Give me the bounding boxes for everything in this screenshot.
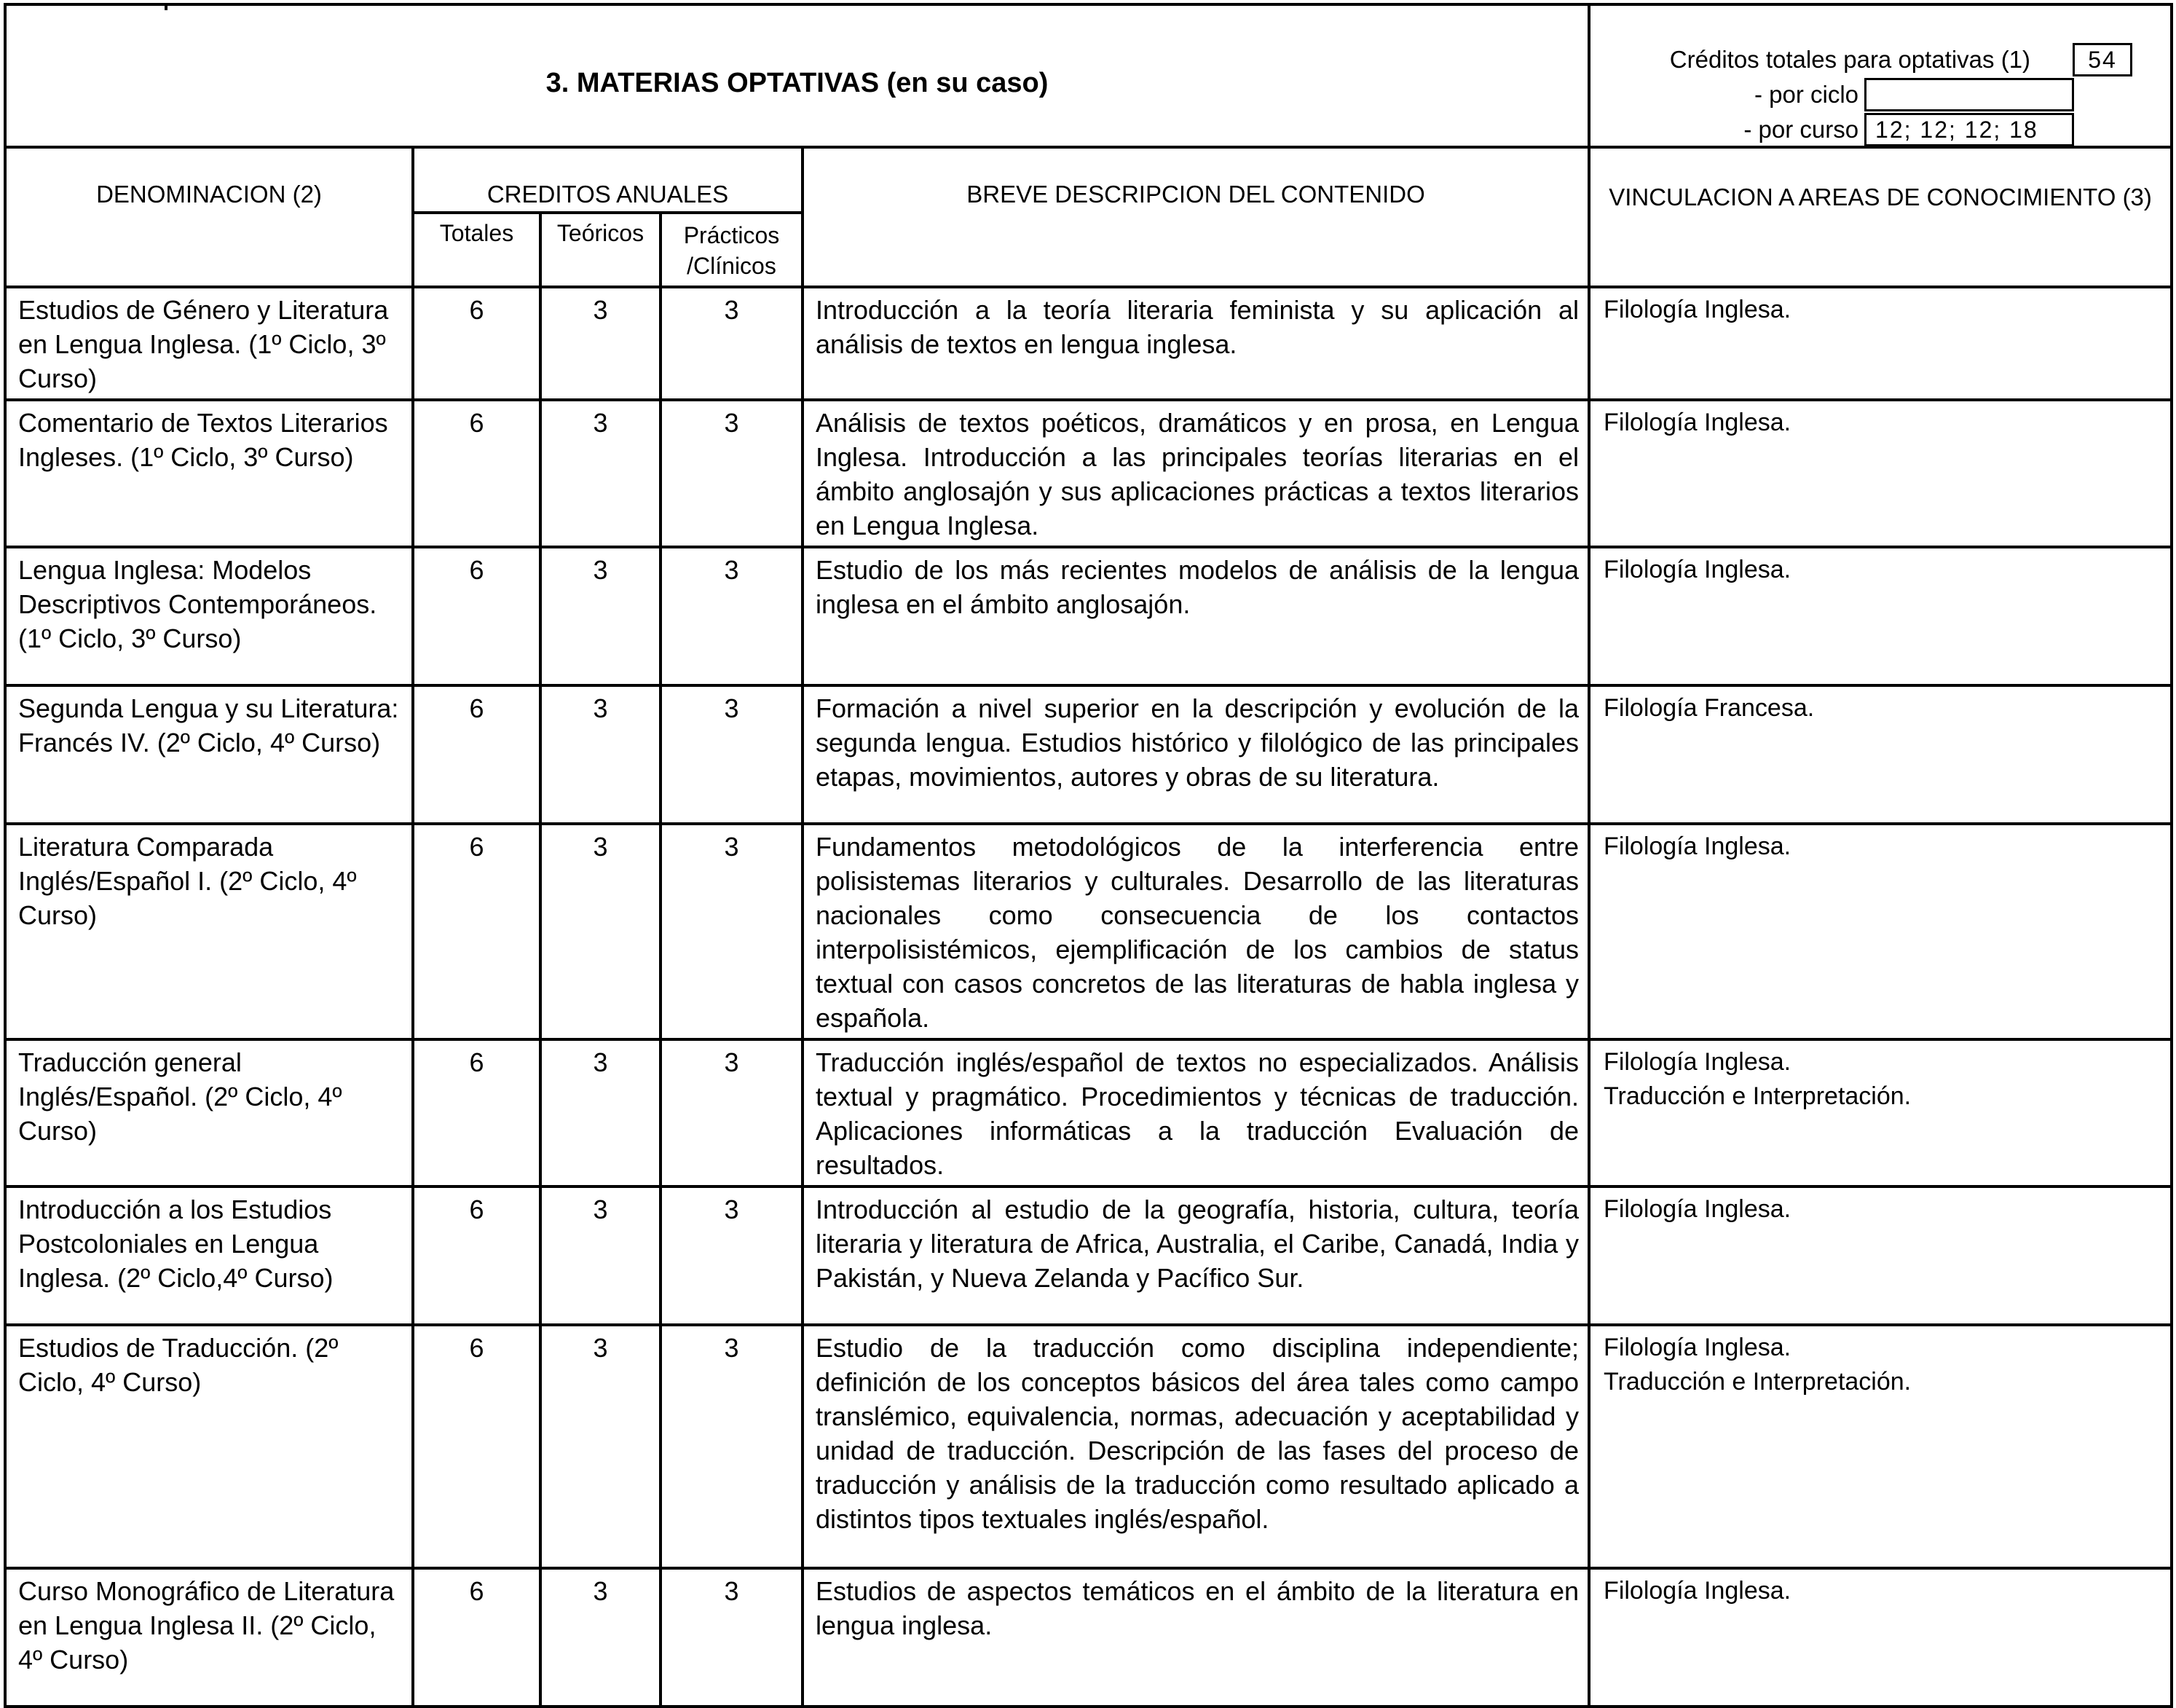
- col-practicos: Prácticos /Clínicos: [661, 213, 803, 287]
- descripcion-cell: Fundamentos metodológicos de la interferencia entre polisistemas literarios y culturales. Desarrollo de las literaturas nacionales como consecuencia de los contactos interpolisistémicos, ejemplificación de los cambios de status textual con casos concretos de las literaturas de habla inglesa y española.: [803, 824, 1589, 1039]
- totales-cell: 6: [413, 824, 540, 1039]
- header-row: [5, 4, 2172, 147]
- credits-box: [1670, 42, 2132, 147]
- credits-ciclo-value: [1864, 78, 2074, 111]
- optativas-table: [4, 3, 2173, 1708]
- credits-curso-row: [1670, 112, 2074, 147]
- col-teoricos: Teóricos: [540, 213, 661, 287]
- area-cell: Filología Inglesa.: [1589, 287, 2172, 400]
- area-cell: Filología Inglesa.: [1589, 400, 2172, 547]
- table-row: [5, 1186, 2172, 1325]
- totales-cell: 6: [413, 400, 540, 547]
- denominacion-cell: Segunda Lengua y su Literatura: Francés IV. (2º Ciclo, 4º Curso): [5, 685, 413, 824]
- practicos-cell: 3: [661, 1186, 803, 1325]
- credits-ciclo-label: - por ciclo: [1754, 81, 1859, 108]
- area-cell: Filología Inglesa. Traducción e Interpretación.: [1589, 1039, 2172, 1186]
- table-row: [5, 547, 2172, 685]
- table-row: [5, 824, 2172, 1039]
- credits-ciclo-row: [1670, 77, 2074, 112]
- practicos-cell: 3: [661, 547, 803, 685]
- denominacion-cell: Traducción general Inglés/Español. (2º Ciclo, 4º Curso): [5, 1039, 413, 1186]
- practicos-cell: 3: [661, 824, 803, 1039]
- teoricos-cell: 3: [540, 547, 661, 685]
- denominacion-cell: Introducción a los Estudios Postcoloniales en Lengua Inglesa. (2º Ciclo,4º Curso): [5, 1186, 413, 1325]
- area-cell: Filología Inglesa.: [1589, 1568, 2172, 1707]
- column-header-row: [5, 147, 2172, 213]
- area-cell: Filología Inglesa.: [1589, 824, 2172, 1039]
- descripcion-cell: Estudio de los más recientes modelos de análisis de la lengua inglesa en el ámbito anglosajón.: [803, 547, 1589, 685]
- teoricos-cell: 3: [540, 287, 661, 400]
- table-row: [5, 1325, 2172, 1568]
- descripcion-cell: Análisis de textos poéticos, dramáticos y en prosa, en Lengua Inglesa. Introducción a las principales teorías literarias en el ámbito anglosajón y sus aplicaciones prácticas a textos literarios en Lengua Inglesa.: [803, 400, 1589, 547]
- area-cell: Filología Inglesa.: [1589, 1186, 2172, 1325]
- denominacion-cell: Comentario de Textos Literarios Ingleses. (1º Ciclo, 3º Curso): [5, 400, 413, 547]
- descripcion-cell: Estudio de la traducción como disciplina independiente; definición de los conceptos básicos del área tales como campo translémico, equivalencia, normas, adecuación y aceptabilidad y unidad de traducción. Descripción de las fases del proceso de traducción y análisis de la traducción como resultado aplicado a distintos tipos textuales inglés/español.: [803, 1325, 1589, 1568]
- credits-total-label: Créditos totales para optativas (1): [1669, 46, 2031, 73]
- teoricos-cell: 3: [540, 400, 661, 547]
- col-vinculacion: VINCULACION A AREAS DE CONOCIMIENTO (3): [1589, 147, 2172, 287]
- totales-cell: 6: [413, 1568, 540, 1707]
- descripcion-cell: Introducción a la teoría literaria feminista y su aplicación al análisis de textos en lengua inglesa.: [803, 287, 1589, 400]
- teoricos-cell: 3: [540, 1568, 661, 1707]
- area-cell: Filología Inglesa. Traducción e Interpretación.: [1589, 1325, 2172, 1568]
- teoricos-cell: 3: [540, 685, 661, 824]
- practicos-cell: 3: [661, 1568, 803, 1707]
- practicos-cell: 3: [661, 400, 803, 547]
- col-totales: Totales: [413, 213, 540, 287]
- section-title: 3. MATERIAS OPTATIVAS (en su caso): [5, 4, 1589, 147]
- table-row: [5, 400, 2172, 547]
- descripcion-cell: Introducción al estudio de la geografía, historia, cultura, teoría literaria y literatura de Africa, Australia, el Caribe, Canadá, India y Pakistán, y Nueva Zelanda y Pacífico Sur.: [803, 1186, 1589, 1325]
- totales-cell: 6: [413, 547, 540, 685]
- credits-total-value: 54: [2073, 43, 2132, 76]
- credits-total-row: [1670, 42, 2132, 77]
- area-cell: Filología Francesa.: [1589, 685, 2172, 824]
- descripcion-cell: Formación a nivel superior en la descripción y evolución de la segunda lengua. Estudios histórico y filológico de las principales etapas, movimientos, autores y obras de su literatura.: [803, 685, 1589, 824]
- table-row: [5, 287, 2172, 400]
- table-row: [5, 685, 2172, 824]
- denominacion-cell: Estudios de Traducción. (2º Ciclo, 4º Curso): [5, 1325, 413, 1568]
- col-denominacion: DENOMINACION (2): [5, 147, 413, 287]
- totales-cell: 6: [413, 1325, 540, 1568]
- table-body: [5, 287, 2172, 1707]
- col-descripcion: BREVE DESCRIPCION DEL CONTENIDO: [803, 147, 1589, 287]
- col-creditos: CREDITOS ANUALES: [413, 147, 803, 213]
- teoricos-cell: 3: [540, 1325, 661, 1568]
- area-cell: Filología Inglesa.: [1589, 547, 2172, 685]
- table-row: [5, 1039, 2172, 1186]
- descripcion-cell: Estudios de aspectos temáticos en el ámbito de la literatura en lengua inglesa.: [803, 1568, 1589, 1707]
- practicos-cell: 3: [661, 685, 803, 824]
- teoricos-cell: 3: [540, 1039, 661, 1186]
- table-row: [5, 1568, 2172, 1707]
- denominacion-cell: Lengua Inglesa: Modelos Descriptivos Contemporáneos. (1º Ciclo, 3º Curso): [5, 547, 413, 685]
- denominacion-cell: Curso Monográfico de Literatura en Lengua Inglesa II. (2º Ciclo, 4º Curso): [5, 1568, 413, 1707]
- totales-cell: 6: [413, 1186, 540, 1325]
- practicos-cell: 3: [661, 1325, 803, 1568]
- credits-curso-label: - por curso: [1743, 116, 1859, 143]
- descripcion-cell: Traducción inglés/español de textos no especializados. Análisis textual y pragmático. Procedimientos y técnicas de traducción. Aplicaciones informáticas a la traducción Evaluación de resultados.: [803, 1039, 1589, 1186]
- denominacion-cell: Literatura Comparada Inglés/Español I. (2º Ciclo, 4º Curso): [5, 824, 413, 1039]
- denominacion-cell: Estudios de Género y Literatura en Lengua Inglesa. (1º Ciclo, 3º Curso): [5, 287, 413, 400]
- totales-cell: 6: [413, 685, 540, 824]
- practicos-cell: 3: [661, 287, 803, 400]
- teoricos-cell: 3: [540, 824, 661, 1039]
- teoricos-cell: 3: [540, 1186, 661, 1325]
- credits-panel: [1589, 4, 2172, 147]
- totales-cell: 6: [413, 1039, 540, 1186]
- totales-cell: 6: [413, 287, 540, 400]
- credits-curso-value: 12; 12; 12; 18: [1864, 113, 2074, 146]
- practicos-cell: 3: [661, 1039, 803, 1186]
